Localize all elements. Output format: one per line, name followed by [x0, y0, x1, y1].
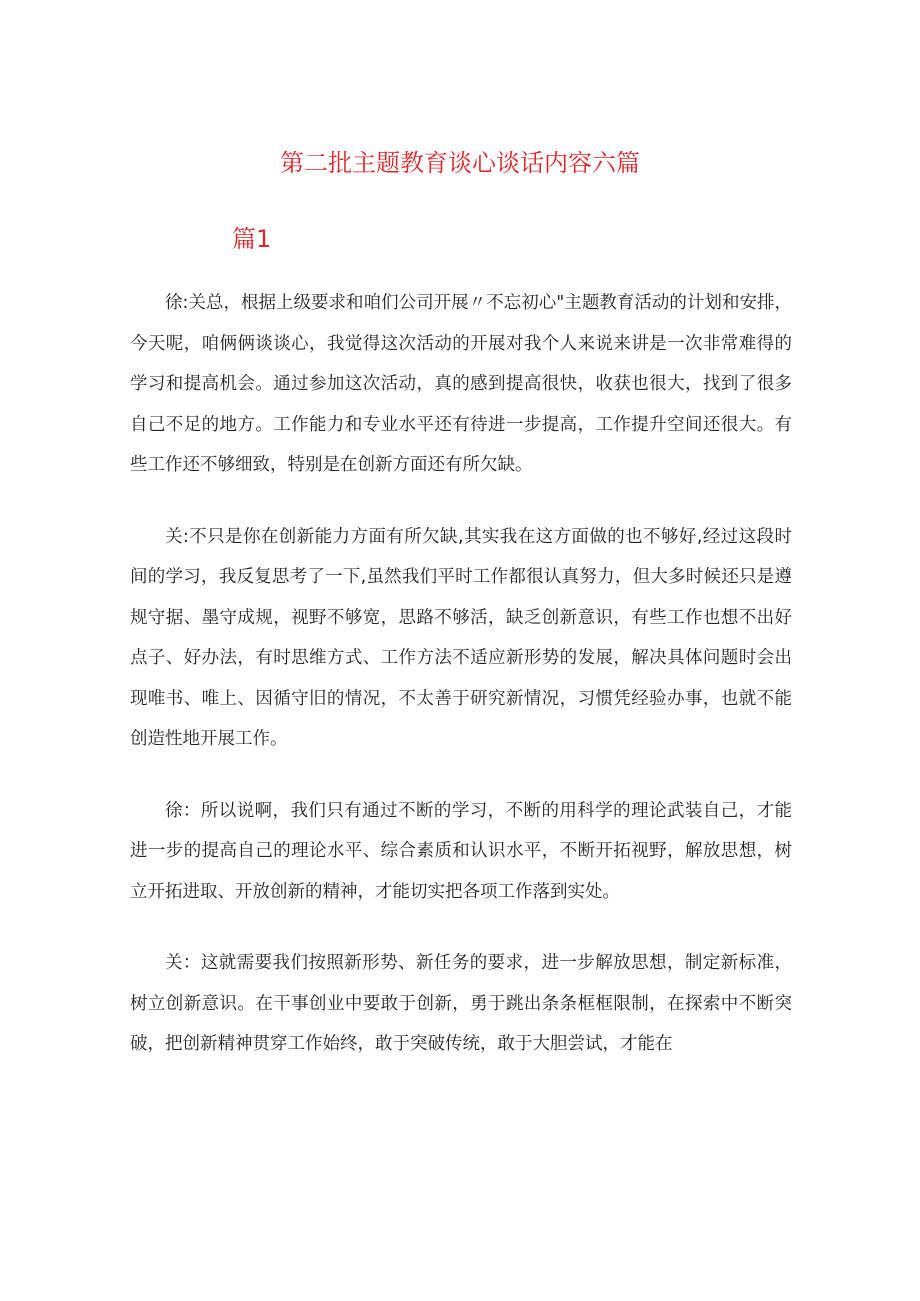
- section-heading: 篇1: [232, 225, 272, 253]
- paragraph-3: 徐：所以说啊，我们只有通过不断的学习，不断的用科学的理论武装自己，才能进一步的提高自己的理论水平、综合素质和认识水平，不断开拓视野，解放思想，树立开拓进取、开放创新的精神，才能切实把各项工作落到实处。: [130, 800, 792, 902]
- paragraph-4: 关：这就需要我们按照新形势、新任务的要求，进一步解放思想，制定新标准，树立创新意识。在干事创业中要敢于创新，勇于跳出条条框框限制，在探索中不断突破，把创新精神贯穿工作始终，敢于突破传统，敢于大胆尝试，才能在: [130, 953, 792, 1054]
- document-body: [130, 283, 792, 1096]
- document-title: 第二批主题教育谈心谈话内容六篇: [280, 149, 640, 177]
- paragraph-2: 关:不只是你在创新能力方面有所欠缺,其实我在这方面做的也不够好,经过这段时间的学习，我反复思考了一下,虽然我们平时工作都很认真努力，但大多时候还只是遵规守据、墨守成规，视野不够宽，思路不够活，缺乏创新意识，有些工作也想不出好点子、好办法，有时思维方式、工作方法不适应新形势的发展，解决具体问题时会出现唯书、唯上、因循守旧的情况，不太善于研究新情况，习惯凭经验办事，也就不能创造性地开展工作。: [130, 526, 792, 749]
- paragraph-1: 徐:关总，根据上级要求和咱们公司开展〃不忘初心"主题教育活动的计划和安排，今天呢，咱俩俩谈谈心，我觉得这次活动的开展对我个人来说来讲是一次非常难得的学习和提高机会。通过参加这次活动，真的感到提高很快，收获也很大，找到了很多自己不足的地方。工作能力和专业水平还有待进一步提高，工作提升空间还很大。有些工作还不够细致，特别是在创新方面还有所欠缺。: [130, 293, 792, 475]
